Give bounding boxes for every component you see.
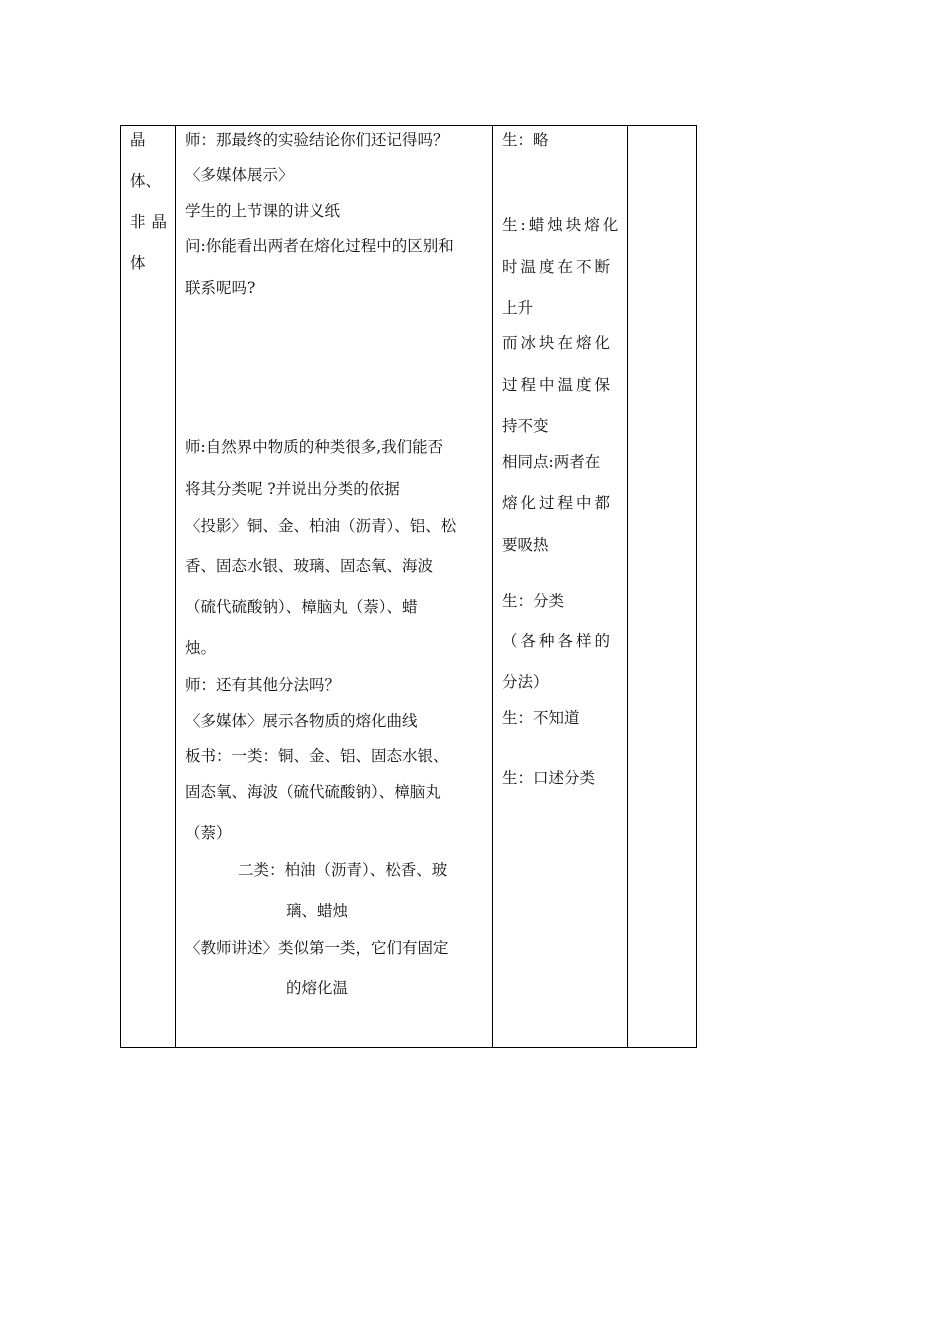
teacher-line: 板书：一类：铜、金、铝、固态水银、 [185,747,449,765]
student-line: 生：不知道 [502,709,580,727]
teacher-line: 学生的上节课的讲义纸 [185,202,341,220]
lesson-table [120,125,697,1048]
student-line: 持不变 [502,417,549,435]
teacher-line: 师:自然界中物质的种类很多,我们能否 [185,438,444,456]
teacher-line: 〈教师讲述〉类似第一类，它们有固定 [185,939,449,957]
student-line: 熔化过程中都 [502,494,614,512]
teacher-line: （萘） [185,824,232,842]
student-line: 上升 [502,299,534,317]
teacher-line: 将其分类呢 ?并说出分类的依据 [185,480,400,498]
teacher-line: （硫代硫酸钠）、樟脑丸（萘）、蜡 [185,598,418,616]
teacher-line: 师：那最终的实验结论你们还记得吗？ [185,131,449,149]
col-divider-3 [627,126,628,1047]
teacher-line: 问:你能看出两者在熔化过程中的区别和 [185,237,454,255]
topic-line: 体 [130,254,146,272]
teacher-line: 固态氧、海波（硫代硫酸钠）、樟脑丸 [185,783,441,801]
col-divider-1 [175,126,176,1047]
student-line: 生：口述分类 [502,769,596,787]
student-line: 要吸热 [502,536,549,554]
teacher-line: 烛。 [185,639,217,657]
teacher-line: 的熔化温 [286,979,349,997]
teacher-line: 二类：柏油（沥青）、松香、玻 [238,861,448,879]
teacher-line: 〈投影〉铜、金、柏油（沥青）、铝、松 [185,517,457,535]
topic-line: 晶 [130,131,146,149]
teacher-line: 〈多媒体〉展示各物质的熔化曲线 [185,712,418,730]
student-line: 分法） [502,673,549,691]
student-line: 生：分类 [502,592,565,610]
student-line: 相同点:两者在 [502,453,601,471]
student-line: 生:蜡烛块熔化 [502,216,622,234]
topic-line: 体、 [130,172,162,190]
teacher-line: 〈多媒体展示〉 [185,166,294,184]
teacher-line: 师：还有其他分法吗？ [185,676,341,694]
teacher-line: 香、固态水银、玻璃、固态氧、海波 [185,557,434,575]
student-line: 过程中温度保 [502,376,614,394]
teacher-line: 璃、蜡烛 [286,902,349,920]
student-line: 时温度在不断 [502,258,614,276]
student-line: （各种各样的 [502,632,614,650]
col-divider-2 [492,126,493,1047]
teacher-line: 联系呢吗? [185,279,256,297]
topic-line: 非晶 [130,213,174,231]
student-line: 而冰块在熔化 [502,334,614,352]
student-line: 生：略 [502,131,549,149]
